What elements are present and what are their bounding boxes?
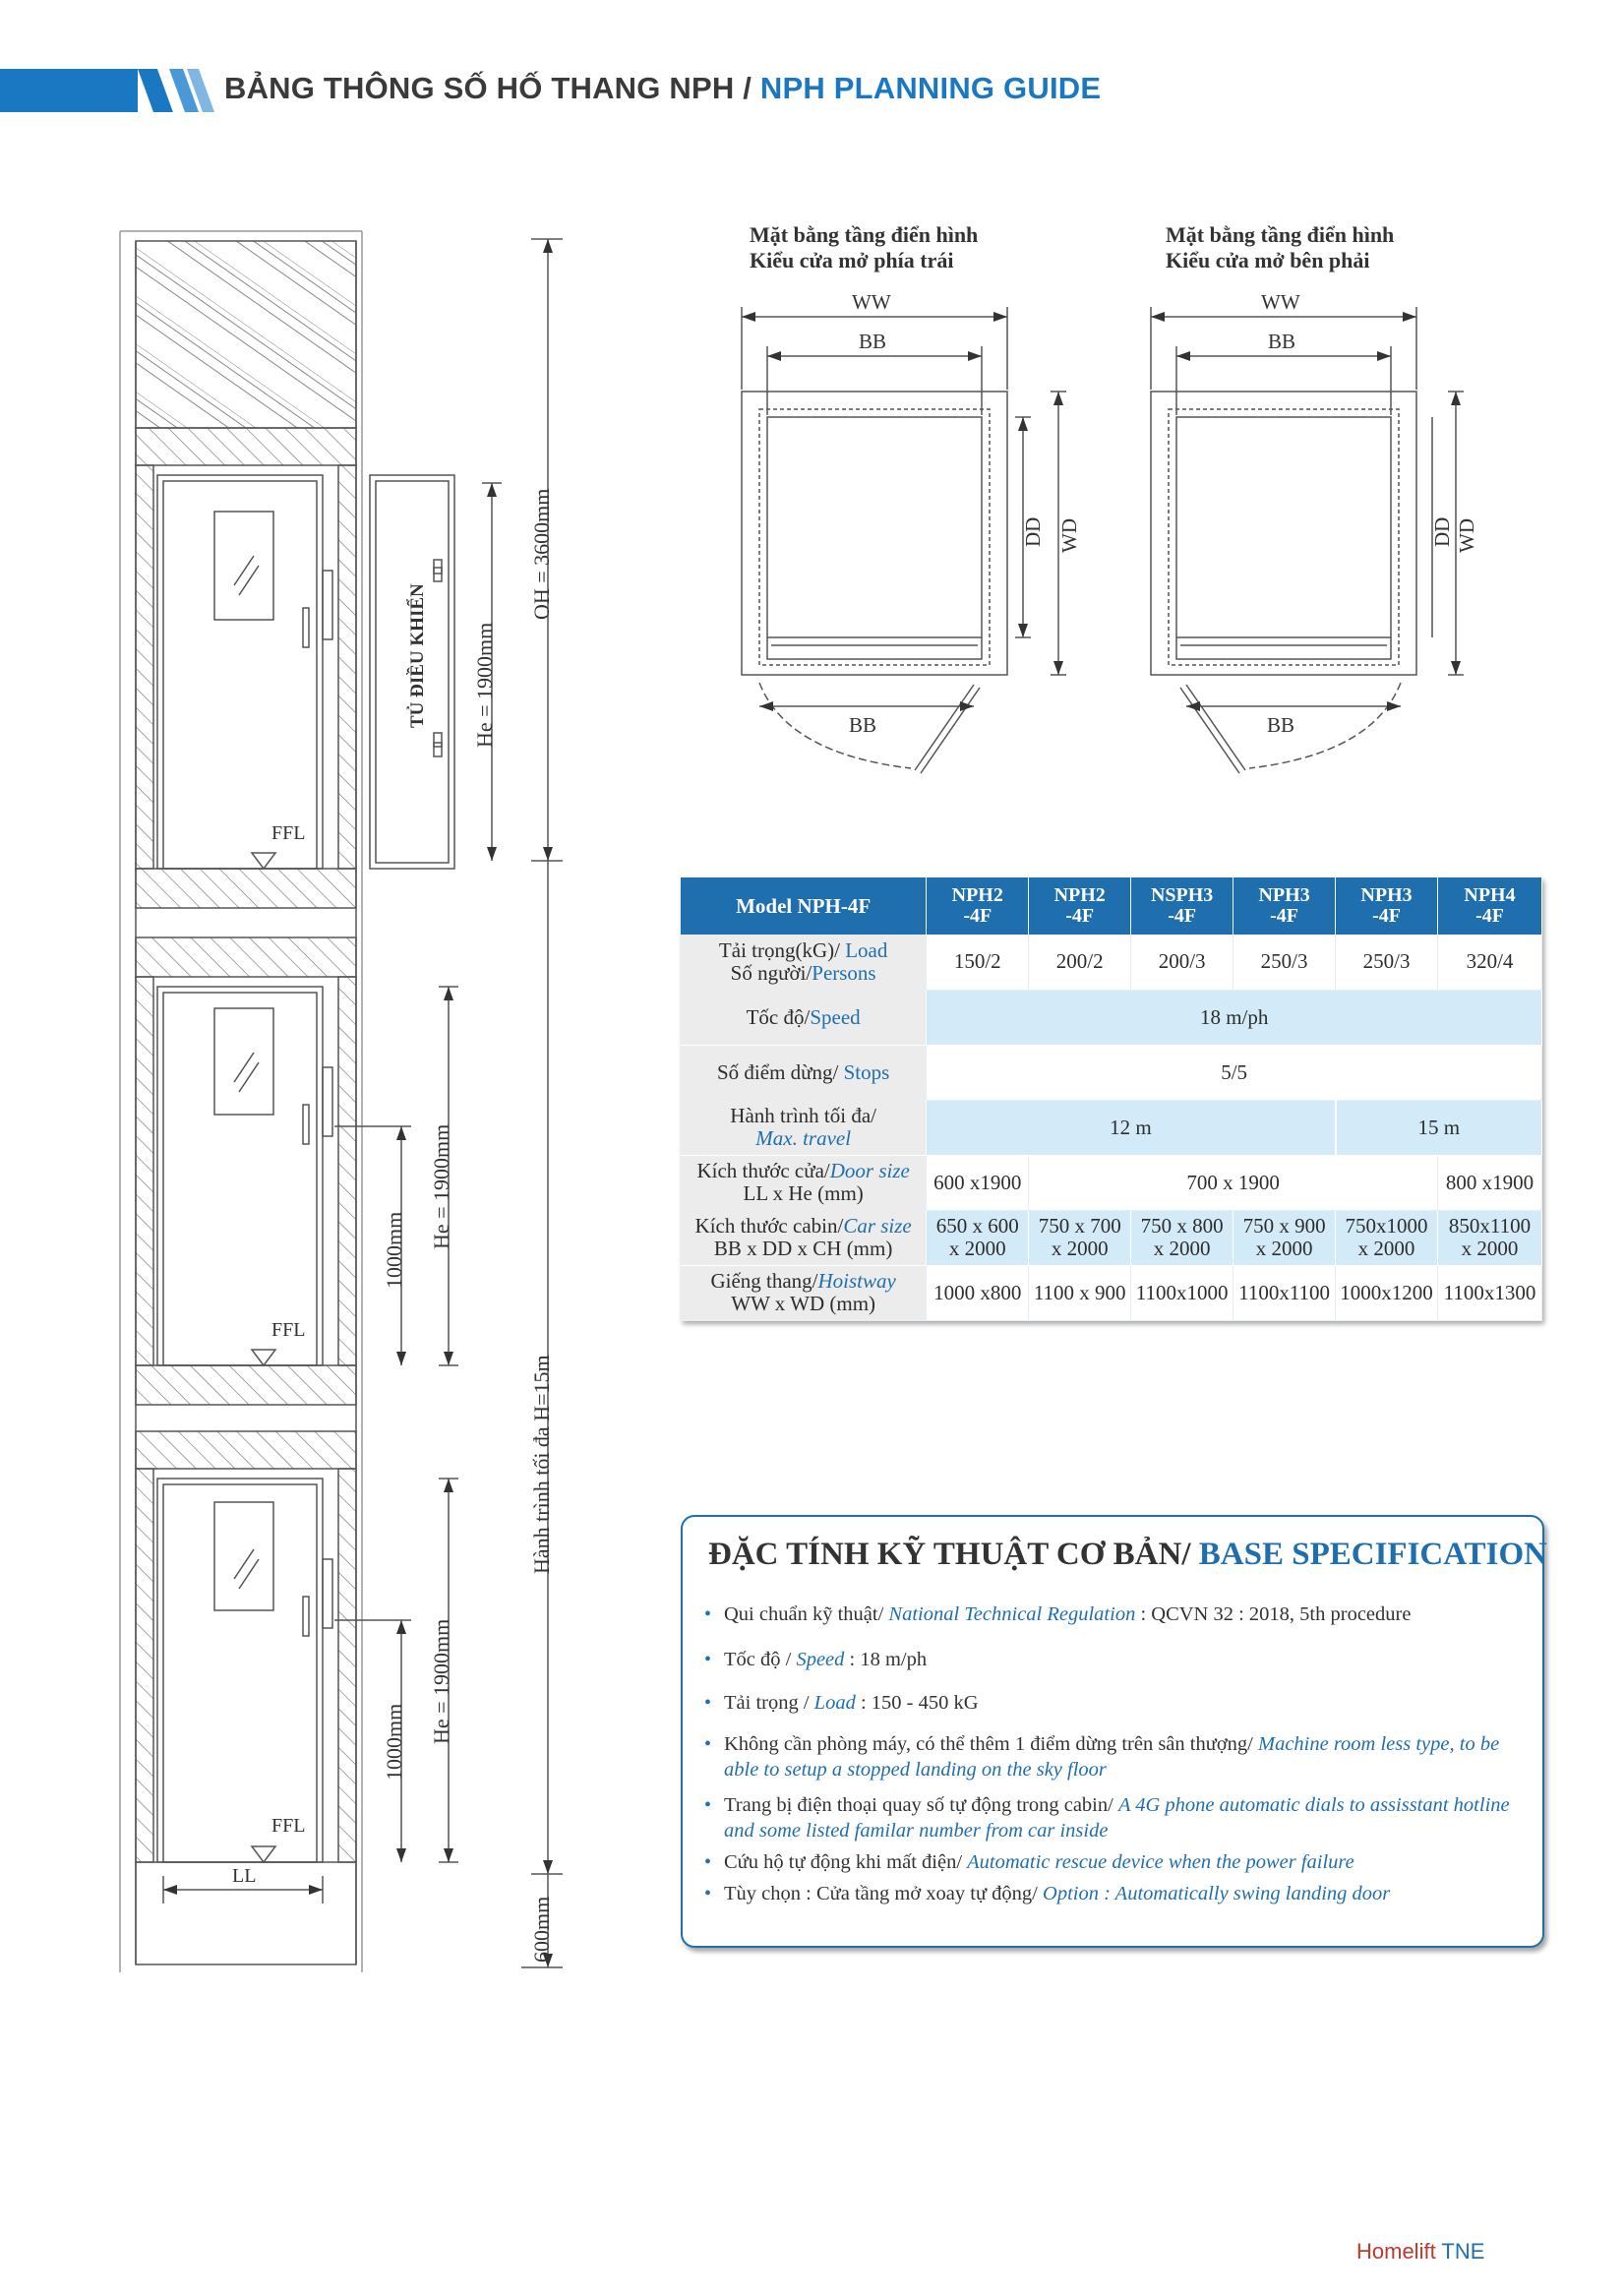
table-row-car <box>681 1210 1542 1265</box>
table-cell: 1100x1300 <box>1438 1265 1542 1320</box>
table-header-label: Model NPH-4F <box>681 877 927 935</box>
model-header: NPH2 -4F <box>1029 877 1131 935</box>
plan-right-title-2: Kiểu cửa mở bên phải <box>1166 248 1370 272</box>
base-spec-list <box>704 1601 1531 1906</box>
model-header: NPH2 -4F <box>927 877 1029 935</box>
table-cell: 18 m/ph <box>927 990 1542 1045</box>
table-cell: 5/5 <box>927 1045 1542 1100</box>
page-title-vi: BẢNG THÔNG SỐ HỐ THANG NPH / <box>224 71 760 105</box>
base-spec-title: ĐẶC TÍNH KỸ THUẬT CƠ BẢN/ BASE SPECIFICATION <box>708 1537 1547 1572</box>
plan-left-dd: DD <box>1021 516 1045 547</box>
table-row-hoistway <box>681 1265 1542 1320</box>
model-header: NPH3 -4F <box>1233 877 1336 935</box>
plan-left-wd: WD <box>1057 518 1081 553</box>
plan-right-bb-bottom: BB <box>1267 713 1295 737</box>
table-row-travel <box>681 1100 1542 1155</box>
plan-left-bb-bottom: BB <box>849 713 877 737</box>
plan-right-ww: WW <box>1261 290 1300 314</box>
list-item: • Cứu hộ tự động khi mất điện/ Automatic rescue device when the power failure <box>704 1849 1531 1875</box>
table-cell: 1000 x800 <box>927 1265 1029 1320</box>
table-cell: 750 x 900 x 2000 <box>1233 1210 1336 1265</box>
ffl-label-floor1: FFL <box>271 822 306 844</box>
header-stripe-logo <box>0 63 216 118</box>
row-label-speed: Tốc độ/Speed <box>681 990 927 1045</box>
table-cell: 1100 x 900 <box>1029 1265 1131 1320</box>
table-cell: 320/4 <box>1438 935 1542 990</box>
table-cell: 15 m <box>1336 1100 1542 1155</box>
ffl-label-floor2: FFL <box>271 1319 306 1341</box>
row-label-travel: Hành trình tối đa/ Max. travel <box>681 1100 927 1155</box>
travel-dimension-label: Hành trình tối đa H=15m <box>529 1355 554 1574</box>
control-cabinet-label: TỦ ĐIỀU KHIỂN <box>407 583 428 728</box>
plan-right-title-1: Mặt bằng tầng điển hình <box>1166 222 1395 247</box>
list-item: • Không cần phòng máy, có thể thêm 1 điểm dừng trên sân thượng/ Machine room less type, to be able to setup a stopped landing on the sky floor <box>704 1731 1531 1782</box>
row-label-load: Tải trọng(kG)/ Load Số người/Persons <box>681 935 927 990</box>
base-spec-box <box>681 1515 1547 1948</box>
row-label-car: Kích thước cabin/Car size BB x DD x CH (mm) <box>681 1210 927 1265</box>
plan-left-bb-top: BB <box>859 330 887 353</box>
model-header: NPH4 -4F <box>1438 877 1542 935</box>
list-item: • Tốc độ / Speed : 18 m/ph <box>704 1647 1531 1672</box>
table-cell: 150/2 <box>927 935 1029 990</box>
table-row-door <box>681 1155 1542 1210</box>
table-cell: 600 x1900 <box>927 1155 1029 1210</box>
list-item: • Tải trọng / Load : 150 - 450 kG <box>704 1690 1531 1716</box>
table-cell: 650 x 600 x 2000 <box>927 1210 1029 1265</box>
list-item: • Trang bị điện thoại quay số tự động trong cabin/ A 4G phone automatic dials to assisstant hotline and some listed familar number from car inside <box>704 1792 1531 1843</box>
table-cell: 200/3 <box>1131 935 1233 990</box>
table-cell: 750 x 700 x 2000 <box>1029 1210 1131 1265</box>
list-item: • Qui chuẩn kỹ thuật/ National Technical Regulation : QCVN 32 : 2018, 5th procedure <box>704 1601 1531 1627</box>
table-cell: 800 x1900 <box>1438 1155 1542 1210</box>
table-cell: 1100x1100 <box>1233 1265 1336 1320</box>
table-row-load <box>681 935 1542 990</box>
shaft-elevation-drawing <box>98 221 610 1982</box>
pit-dimension-label: 600mm <box>529 1896 554 1963</box>
table-header-row <box>681 877 1542 935</box>
table-row-stops <box>681 1045 1542 1100</box>
table-cell: 750x1000 x 2000 <box>1336 1210 1438 1265</box>
table-cell: 850x1100 x 2000 <box>1438 1210 1542 1265</box>
plan-right-bb-top: BB <box>1268 330 1296 353</box>
model-header: NPH3 -4F <box>1336 877 1438 935</box>
button-height-label-floor2: 1000mm <box>382 1211 406 1289</box>
he-dimension-label-floor2: He = 1900mm <box>429 1123 453 1249</box>
spec-table <box>681 877 1542 1321</box>
row-label-hoistway: Giếng thang/Hoistway WW x WD (mm) <box>681 1265 927 1320</box>
footer-brand: Homelift TNE <box>1356 2239 1485 2264</box>
plan-right-wd-dimension <box>1436 384 1495 698</box>
plan-right-dd: DD <box>1430 516 1454 547</box>
page-title-en: NPH PLANNING GUIDE <box>759 71 1102 105</box>
table-cell: 1100x1000 <box>1131 1265 1233 1320</box>
table-cell: 750 x 800 x 2000 <box>1131 1210 1233 1265</box>
floor-plan-drawings <box>728 222 1454 737</box>
he-dimension-label-floor1: He = 1900mm <box>472 622 497 748</box>
oh-dimension-label: OH = 3600mm <box>529 488 554 620</box>
row-label-stops: Số điểm dừng/ Stops <box>681 1045 927 1100</box>
page-title <box>224 71 1101 106</box>
table-row-speed <box>681 990 1542 1045</box>
row-label-door: Kích thước cửa/Door size LL x He (mm) <box>681 1155 927 1210</box>
plan-left-ww: WW <box>852 290 891 314</box>
table-cell: 1000x1200 <box>1336 1265 1438 1320</box>
plan-left-title-2: Kiểu cửa mở phía trái <box>750 248 954 272</box>
ll-dimension-label: LL <box>232 1865 257 1887</box>
table-cell: 250/3 <box>1336 935 1438 990</box>
ffl-label-floor3: FFL <box>271 1815 306 1837</box>
plan-left-title-1: Mặt bằng tầng điển hình <box>750 222 979 247</box>
model-header: NSPH3 -4F <box>1131 877 1233 935</box>
table-cell: 700 x 1900 <box>1029 1155 1438 1210</box>
table-cell: 250/3 <box>1233 935 1336 990</box>
he-dimension-label-floor3: He = 1900mm <box>429 1618 453 1744</box>
list-item: • Tùy chọn : Cửa tầng mở xoay tự động/ Option : Automatically swing landing door <box>704 1881 1531 1906</box>
plan-right-wd: WD <box>1455 518 1478 553</box>
button-height-label-floor3: 1000mm <box>382 1703 406 1781</box>
table-cell: 12 m <box>927 1100 1336 1155</box>
table-cell: 200/2 <box>1029 935 1131 990</box>
